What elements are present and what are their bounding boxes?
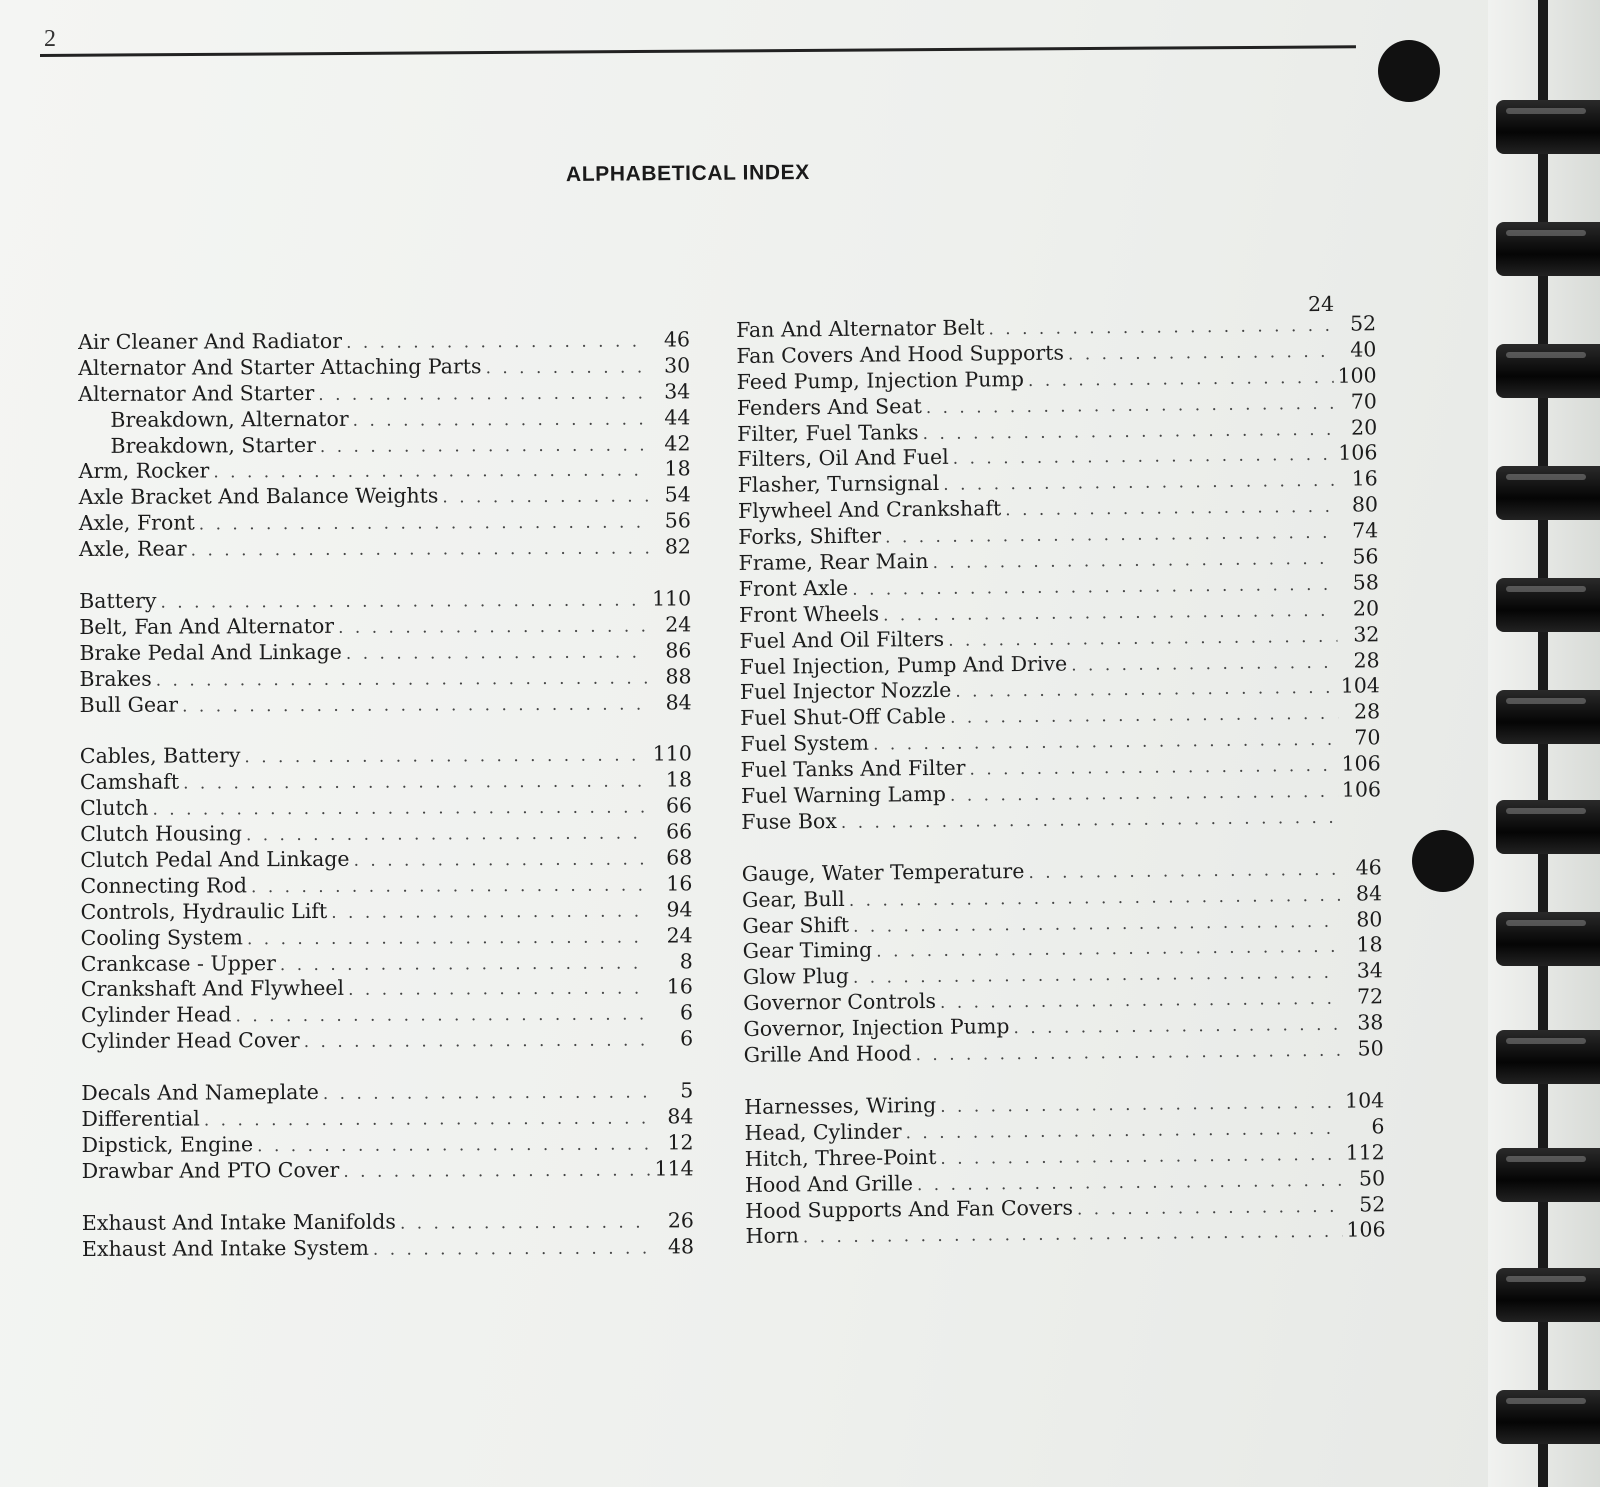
- index-entry: [737, 441, 1377, 474]
- index-entry-page: 52: [1349, 311, 1377, 336]
- index-entry-page: 94: [666, 897, 693, 922]
- dot-leader: [152, 796, 650, 824]
- stray-page-number: 24: [1307, 291, 1335, 317]
- index-column-left: [78, 327, 694, 1262]
- index-entry-page: 88: [665, 664, 692, 689]
- punch-hole: [1412, 830, 1474, 892]
- dot-leader: [988, 314, 1334, 344]
- index-entry-page: 58: [1352, 570, 1379, 595]
- index-entry: [742, 907, 1382, 940]
- index-entry-label: Hood And Grille: [744, 1170, 914, 1197]
- index-entry-label: Hitch, Three-Point: [744, 1144, 937, 1171]
- index-entry-page: 70: [1350, 388, 1378, 414]
- index-entry: [743, 933, 1383, 966]
- index-entry-label: Fuel Injection, Pump And Drive: [739, 651, 1068, 679]
- index-entry: [78, 379, 690, 408]
- index-entry: [737, 415, 1377, 448]
- index-entry: [82, 1208, 694, 1237]
- index-entry-label: Fuel Warning Lamp: [740, 781, 947, 809]
- index-entry-label: Breakdown, Alternator: [110, 406, 349, 432]
- index-entry: [80, 819, 692, 848]
- index-entry-label: Cylinder Head Cover: [81, 1028, 300, 1054]
- index-entry-label: Frame, Rear Main: [738, 549, 929, 576]
- index-entry-page: 104: [1344, 1088, 1385, 1113]
- index-entry-page: 48: [667, 1233, 695, 1259]
- dot-leader: [950, 780, 1338, 810]
- dot-leader: [160, 589, 648, 617]
- index-entry-label: Fuel Shut-Off Cable: [740, 704, 947, 731]
- index-entry-label: Exhaust And Intake System: [81, 1235, 369, 1261]
- index-entry-page: 6: [1371, 1114, 1385, 1139]
- index-entry-label: Brake Pedal And Linkage: [79, 639, 342, 665]
- binder-ring: [1496, 1268, 1600, 1322]
- index-entry: [80, 742, 692, 771]
- group-spacer: [80, 716, 692, 745]
- index-entry-page: 68: [666, 845, 693, 870]
- index-entry-page: 34: [1356, 958, 1383, 983]
- index-entry-label: Clutch Housing: [80, 821, 242, 847]
- index-entry-label: Alternator And Starter Attaching Parts: [78, 354, 482, 380]
- index-entry-label: Head, Cylinder: [744, 1119, 902, 1145]
- index-entry-page: 80: [1351, 492, 1379, 517]
- index-entry-page: 66: [666, 819, 693, 844]
- index-entry: [738, 467, 1378, 500]
- dot-leader: [1077, 1194, 1344, 1223]
- index-entry-label: Axle, Front: [78, 510, 195, 536]
- index-entry-label: Flasher, Turnsignal: [737, 471, 940, 498]
- dot-leader: [235, 1003, 651, 1031]
- index-entry-label: Controls, Hydraulic Lift: [80, 898, 328, 924]
- index-entry: [743, 1010, 1383, 1043]
- index-entry-label: Front Wheels: [738, 601, 880, 627]
- binder-ring: [1496, 1030, 1600, 1084]
- dot-leader: [199, 511, 649, 539]
- index-entry-page: 28: [1353, 647, 1380, 673]
- index-entry: [736, 311, 1376, 344]
- index-entry: [737, 363, 1377, 396]
- dot-leader: [915, 1039, 1341, 1069]
- index-entry: [741, 777, 1381, 810]
- index-entry-label: Harnesses, Wiring: [744, 1092, 937, 1119]
- index-entry-page: 8: [679, 948, 693, 973]
- index-entry: [745, 1166, 1385, 1199]
- index-entry: [79, 612, 691, 641]
- index-entry: [744, 1088, 1384, 1121]
- index-entry: [78, 327, 690, 356]
- index-entry-label: Axle, Rear: [78, 536, 187, 562]
- index-entry-page: 114: [654, 1156, 694, 1181]
- dot-leader: [485, 355, 648, 382]
- dot-leader: [950, 702, 1338, 732]
- index-entry-label: Gear Shift: [742, 912, 850, 938]
- group-spacer: [81, 1052, 693, 1081]
- index-entry-label: Bull Gear: [79, 692, 179, 717]
- index-entry: [738, 518, 1378, 551]
- punch-hole: [1378, 40, 1440, 102]
- index-entry-label: Glow Plug: [742, 964, 850, 990]
- dot-leader: [320, 433, 649, 460]
- dot-leader: [948, 624, 1338, 654]
- dot-leader: [244, 744, 648, 772]
- index-entry-label: Cooling System: [80, 924, 243, 950]
- index-entry-label: Fuel And Oil Filters: [739, 626, 945, 653]
- group-spacer: [79, 560, 691, 589]
- index-entry: [80, 690, 692, 719]
- index-entry: [79, 534, 691, 563]
- dot-leader: [323, 1081, 652, 1108]
- index-entry: [736, 337, 1376, 370]
- index-entry-label: Connecting Rod: [80, 873, 248, 898]
- dot-leader: [1005, 495, 1336, 524]
- index-entry-page: 106: [1341, 751, 1381, 776]
- binder-ring: [1496, 100, 1600, 154]
- index-entry-label: Camshaft: [79, 769, 180, 795]
- dot-leader: [246, 822, 650, 850]
- dot-leader: [257, 1132, 652, 1160]
- index-entry-page: 80: [1356, 906, 1383, 932]
- index-entry: [738, 493, 1378, 526]
- index-entry-label: Breakdown, Starter: [110, 432, 316, 458]
- index-entry-page: 106: [1341, 777, 1382, 802]
- index-entry-page: 26: [667, 1208, 694, 1233]
- index-entry-label: Brakes: [79, 666, 152, 691]
- dot-leader: [183, 770, 650, 798]
- index-entry-label: Cables, Battery: [79, 743, 241, 769]
- index-entry: [79, 586, 691, 615]
- dot-leader: [953, 443, 1335, 473]
- index-entry-label: Gauge, Water Temperature: [741, 858, 1025, 886]
- index-entry-page: 24: [665, 612, 692, 637]
- index-entry: [80, 768, 692, 797]
- dot-leader: [841, 806, 1340, 837]
- index-entry-label: Fuel Injector Nozzle: [739, 678, 952, 705]
- index-entry-label: Horn: [745, 1223, 799, 1249]
- index-entry-label: Flywheel And Crankshaft: [737, 496, 1002, 524]
- dot-leader: [318, 381, 648, 408]
- index-entry-label: Filters, Oil And Fuel: [737, 445, 949, 472]
- index-entry-label: Axle Bracket And Balance Weights: [78, 483, 439, 510]
- dot-leader: [331, 899, 650, 926]
- index-entry-label: Crankshaft And Flywheel: [80, 976, 345, 1002]
- index-entry-label: Arm, Rocker: [78, 458, 210, 484]
- dot-leader: [442, 485, 648, 512]
- index-entry-page: 42: [664, 430, 691, 456]
- index-entry: [743, 959, 1383, 992]
- index-entry-label: Feed Pump, Injection Pump: [736, 366, 1025, 394]
- index-entry-label: Gear, Bull: [741, 886, 845, 912]
- index-entry: [81, 949, 693, 978]
- index-entry: [81, 1027, 693, 1056]
- index-entry-page: 32: [1353, 621, 1380, 647]
- index-entry-page: 86: [665, 638, 692, 663]
- index-entry: [739, 570, 1379, 603]
- index-entry-label: Governor, Injection Pump: [743, 1014, 1010, 1042]
- index-entry: [744, 1036, 1384, 1069]
- dot-leader: [346, 640, 650, 667]
- dot-leader: [304, 1029, 652, 1056]
- index-entry-label: Fan And Alternator Belt: [736, 315, 985, 342]
- header-rule: [40, 45, 1356, 57]
- dot-leader: [803, 1220, 1343, 1252]
- index-entry: [79, 483, 691, 512]
- index-entry: [745, 1192, 1385, 1225]
- index-entry-label: Decals And Nameplate: [81, 1080, 319, 1106]
- index-entry: [741, 751, 1381, 784]
- index-entry-label: Dipstick, Engine: [81, 1132, 254, 1157]
- group-spacer: [82, 1182, 694, 1211]
- index-entry-page: 18: [1356, 932, 1383, 958]
- index-entry-page: 56: [1352, 544, 1379, 569]
- index-entry-label: Drawbar And PTO Cover: [81, 1157, 340, 1183]
- dot-leader: [1068, 340, 1335, 369]
- dot-leader: [348, 977, 651, 1004]
- index-entry: [80, 794, 692, 823]
- dot-leader: [213, 459, 648, 487]
- index-entry: [80, 871, 692, 900]
- binder-ring: [1496, 690, 1600, 744]
- index-entry-page: 16: [666, 871, 693, 896]
- index-entry-label: Clutch: [80, 795, 149, 821]
- index-entry-label: Differential: [81, 1106, 200, 1132]
- index-entry-label: Alternator And Starter: [78, 380, 315, 406]
- index-entry-page: 20: [1352, 596, 1380, 621]
- dot-leader: [373, 1236, 652, 1263]
- dot-leader: [346, 330, 648, 357]
- index-entry-label: Gear Timing: [742, 938, 873, 964]
- index-entry: [78, 431, 690, 460]
- index-entry-page: 24: [666, 923, 693, 948]
- index-entry-page: 12: [667, 1130, 694, 1155]
- index-entry-label: Fuel Tanks And Filter: [740, 755, 966, 783]
- index-entry: [81, 1104, 693, 1133]
- index-entry: [82, 1156, 694, 1185]
- dot-leader: [343, 1158, 650, 1185]
- index-entry-page: 50: [1357, 1036, 1384, 1061]
- dot-leader: [354, 848, 651, 875]
- index-entry-page: 6: [679, 1026, 694, 1051]
- binder-ring: [1496, 1148, 1600, 1202]
- index-entry-page: 28: [1353, 699, 1381, 724]
- dot-leader: [247, 925, 651, 953]
- index-entry-page: 6: [679, 1000, 694, 1025]
- binder-ring: [1496, 1390, 1600, 1444]
- index-entry-page: 46: [1355, 855, 1382, 880]
- index-entry-page: 110: [651, 586, 692, 611]
- index-entry: [742, 855, 1382, 888]
- dot-leader: [204, 1107, 652, 1135]
- index-entry: [78, 405, 690, 434]
- index-entry-page: 18: [664, 456, 691, 481]
- binder-ring: [1496, 344, 1600, 398]
- index-entry: [739, 622, 1379, 655]
- index-entry-page: 106: [1346, 1217, 1386, 1243]
- binder-ring: [1496, 222, 1600, 276]
- page-number: 2: [44, 26, 56, 52]
- index-entry-page: 84: [1355, 880, 1383, 906]
- index-entry-label: Clutch Pedal And Linkage: [80, 846, 350, 873]
- index-entry-label: Air Cleaner And Radiator: [78, 328, 343, 354]
- index-entry: [79, 664, 691, 693]
- index-entry: [82, 1130, 694, 1159]
- dot-leader: [400, 1210, 652, 1237]
- index-entry-page: 56: [664, 508, 691, 533]
- binder-ring: [1496, 578, 1600, 632]
- index-entry-page: 84: [667, 1104, 694, 1129]
- index-entry: [81, 923, 693, 952]
- index-entry-label: Fan Covers And Hood Supports: [736, 340, 1065, 368]
- index-entry-page: 72: [1356, 984, 1384, 1009]
- index-entry-label: Fuse Box: [741, 808, 837, 834]
- index-entry: [740, 674, 1380, 707]
- index-entry: [740, 726, 1380, 759]
- index-entry-page: 50: [1358, 1165, 1386, 1191]
- dot-leader: [251, 873, 651, 901]
- index-entry-label: Belt, Fan And Alternator: [79, 613, 335, 639]
- index-entry: [742, 881, 1382, 914]
- index-column-right: [736, 311, 1386, 1250]
- index-entry-page: 38: [1357, 1010, 1384, 1035]
- index-entry-label: Crankcase - Upper: [80, 950, 276, 976]
- index-entry-page: 70: [1354, 725, 1381, 750]
- dot-leader: [182, 692, 650, 720]
- index-entry-page: 112: [1345, 1139, 1385, 1165]
- dot-leader: [338, 614, 649, 641]
- index-entry-page: 5: [680, 1078, 694, 1103]
- dot-leader: [955, 676, 1337, 706]
- index-entry-page: 84: [665, 689, 692, 715]
- index-entry-page: 66: [665, 793, 693, 818]
- index-entry: [80, 897, 692, 926]
- index-entry: [740, 648, 1380, 681]
- index-entry-label: Filter, Fuel Tanks: [737, 419, 919, 446]
- index-entry: [81, 1001, 693, 1030]
- index-entry-page: 44: [664, 405, 691, 430]
- index-entry: [79, 509, 691, 538]
- index-entry-page: 110: [652, 741, 692, 766]
- index-entry-page: 30: [664, 353, 691, 378]
- dot-leader: [1028, 366, 1334, 395]
- dot-leader: [353, 407, 649, 434]
- dot-leader: [1028, 858, 1340, 887]
- index-entry: [737, 389, 1377, 422]
- index-entry-page: 54: [664, 482, 691, 507]
- index-entry-label: Forks, Shifter: [738, 523, 882, 550]
- index-entry-label: Battery: [79, 588, 157, 614]
- index-entry-label: Exhaust And Intake Manifolds: [81, 1209, 396, 1235]
- index-entry: [745, 1140, 1385, 1173]
- index-entry-page: 106: [1338, 440, 1378, 466]
- binder-ring: [1496, 912, 1600, 966]
- index-entry-page: 34: [664, 379, 691, 404]
- index-entry: [79, 638, 691, 667]
- binder-ring: [1496, 800, 1600, 854]
- index-entry: [740, 700, 1380, 733]
- index-entry-page: 46: [663, 327, 691, 352]
- index-entry-page: 16: [1351, 466, 1378, 491]
- index-entry-page: 104: [1340, 673, 1381, 699]
- index-entry: [79, 457, 691, 486]
- index-entry-page: 16: [666, 974, 693, 999]
- binder-ring: [1496, 466, 1600, 520]
- index-entry-page: 40: [1350, 337, 1377, 362]
- index-entry-label: Hood Supports And Fan Covers: [745, 1195, 1074, 1223]
- index-entry: [78, 353, 690, 382]
- index-entry-label: Cylinder Head: [80, 1002, 232, 1028]
- index-entry-label: Grille And Hood: [743, 1041, 912, 1068]
- dot-leader: [191, 537, 649, 565]
- dot-leader: [969, 754, 1337, 784]
- index-entry-page: 74: [1352, 518, 1379, 543]
- index-entry-page: 20: [1350, 414, 1378, 440]
- index-entry: [80, 845, 692, 874]
- index-entry: [81, 1078, 693, 1107]
- index-entry-page: 52: [1359, 1191, 1386, 1217]
- index-entry-label: Fuel System: [740, 730, 870, 757]
- page-title: ALPHABETICAL INDEX: [565, 160, 810, 187]
- index-entry-page: 100: [1337, 363, 1377, 388]
- index-entry: [738, 544, 1378, 577]
- dot-leader: [1013, 1013, 1341, 1042]
- index-entry: [82, 1234, 694, 1263]
- index-entry-label: Fenders And Seat: [736, 393, 922, 420]
- index-entry: [739, 596, 1379, 629]
- index-entry: [81, 975, 693, 1004]
- index-entry-label: Front Axle: [738, 575, 849, 601]
- index-entry-page: 18: [665, 767, 693, 792]
- dot-leader: [1071, 650, 1338, 679]
- index-entry-label: Governor Controls: [743, 989, 937, 1016]
- index-entry: [744, 1114, 1384, 1147]
- dot-leader: [156, 666, 650, 694]
- index-entry: [743, 985, 1383, 1018]
- index-entry-page: 82: [664, 534, 692, 559]
- dot-leader: [280, 951, 651, 979]
